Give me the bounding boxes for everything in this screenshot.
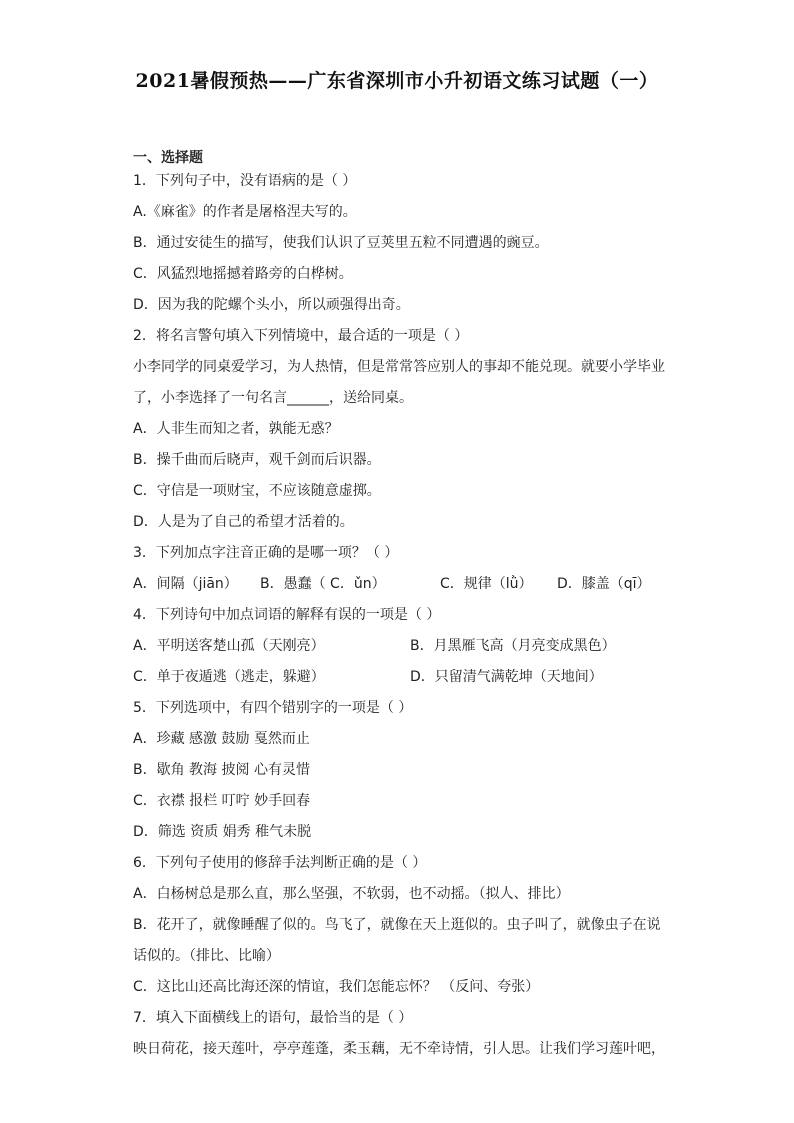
question-1-option-a: A.《麻雀》的作者是屠格涅夫写的。 [133,204,357,220]
question-2-option-a: A．人非生而知之者，孰能无惑？ [133,421,339,437]
question-6-option-a: A．白杨树总是那么直，那么坚强，不软弱，也不动摇。（拟人、排比） [133,886,570,902]
question-5-option-b: B．歇角 教海 披阅 心有灵惜 [133,762,310,778]
question-3-option-b: B．愚蠢（ C．ǔn） [260,576,386,592]
question-4-option-a: A．平明送客楚山孤（天刚亮） [133,638,325,654]
question-5-option-a: A．珍藏 感激 鼓励 戛然而止 [133,731,310,747]
question-6-stem: 6．下列句子使用的修辞手法判断正确的是（ ） [133,855,427,871]
question-4-option-b: B．月黑雁飞高（月亮变成黑色） [410,638,616,654]
section-heading: 一、选择题 [133,150,203,166]
question-2-option-b: B．操千曲而后晓声，观千剑而后识器。 [133,452,381,468]
question-6-option-b-line-1: B．花开了，就像睡醒了似的。鸟飞了，就像在天上逛似的。虫子叫了，就像虫子在说 [133,917,661,933]
question-3-stem: 3．下列加点字注音正确的是哪一项？（ ） [133,545,399,561]
question-7-context: 映日荷花，接天莲叶，亭亭莲蓬，柔玉藕，无不牵诗情，引人思。让我们学习莲叶吧， [133,1041,665,1057]
question-3-option-c: C．规律（lǜ） [440,576,533,592]
question-3-option-a: A．间隔（jiān） [133,576,238,592]
question-3-option-d: D．膝盖（qī） [557,576,651,592]
page-title: 2021暑假预热——广东省深圳市小升初语文练习试题（一） [135,70,659,92]
question-2-option-c: C．守信是一项财宝，不应该随意虚掷。 [133,483,381,499]
question-2-stem: 2．将名言警句填入下列情境中，最合适的一项是（ ） [133,328,469,344]
question-5-option-c: C．衣襟 报栏 叮咛 妙手回春 [133,793,311,809]
question-7-stem: 7．填入下面横线上的语句，最恰当的是（ ） [133,1010,413,1026]
question-2-context-line-2: 了，小李选择了一句名言______，送给同桌。 [133,390,413,406]
question-6-option-c: C．这比山还高比海还深的情谊，我们怎能忘怀？ （反问、夸张） [133,979,540,995]
question-1-option-b: B．通过安徒生的描写，使我们认识了豆荚里五粒不同遭遇的豌豆。 [133,235,549,251]
question-5-stem: 5．下列选项中，有四个错别字的一项是（ ） [133,700,413,716]
question-4-option-d: D．只留清气满乾坤（天地间） [410,669,603,685]
question-6-option-b-line-2: 话似的。（排比、比喻） [133,948,280,964]
question-1-stem: 1．下列句子中，没有语病的是（ ） [133,173,357,189]
question-2-option-d: D．人是为了自己的希望才活着的。 [133,514,354,530]
question-5-option-d: D．筛选 资质 娟秀 稚气未脱 [133,824,312,840]
question-4-option-c: C．单于夜遁逃（逃走，躲避） [133,669,325,685]
question-1-option-c: C．风猛烈地摇撼着路旁的白桦树。 [133,266,353,282]
question-1-option-d: D．因为我的陀螺个头小，所以顽强得出奇。 [133,297,410,313]
question-2-context-line-1: 小李同学的同桌爱学习，为人热情，但是常常答应别人的事却不能兑现。就要小学毕业 [133,359,665,375]
question-4-stem: 4．下列诗句中加点词语的解释有误的一项是（ ） [133,607,441,623]
